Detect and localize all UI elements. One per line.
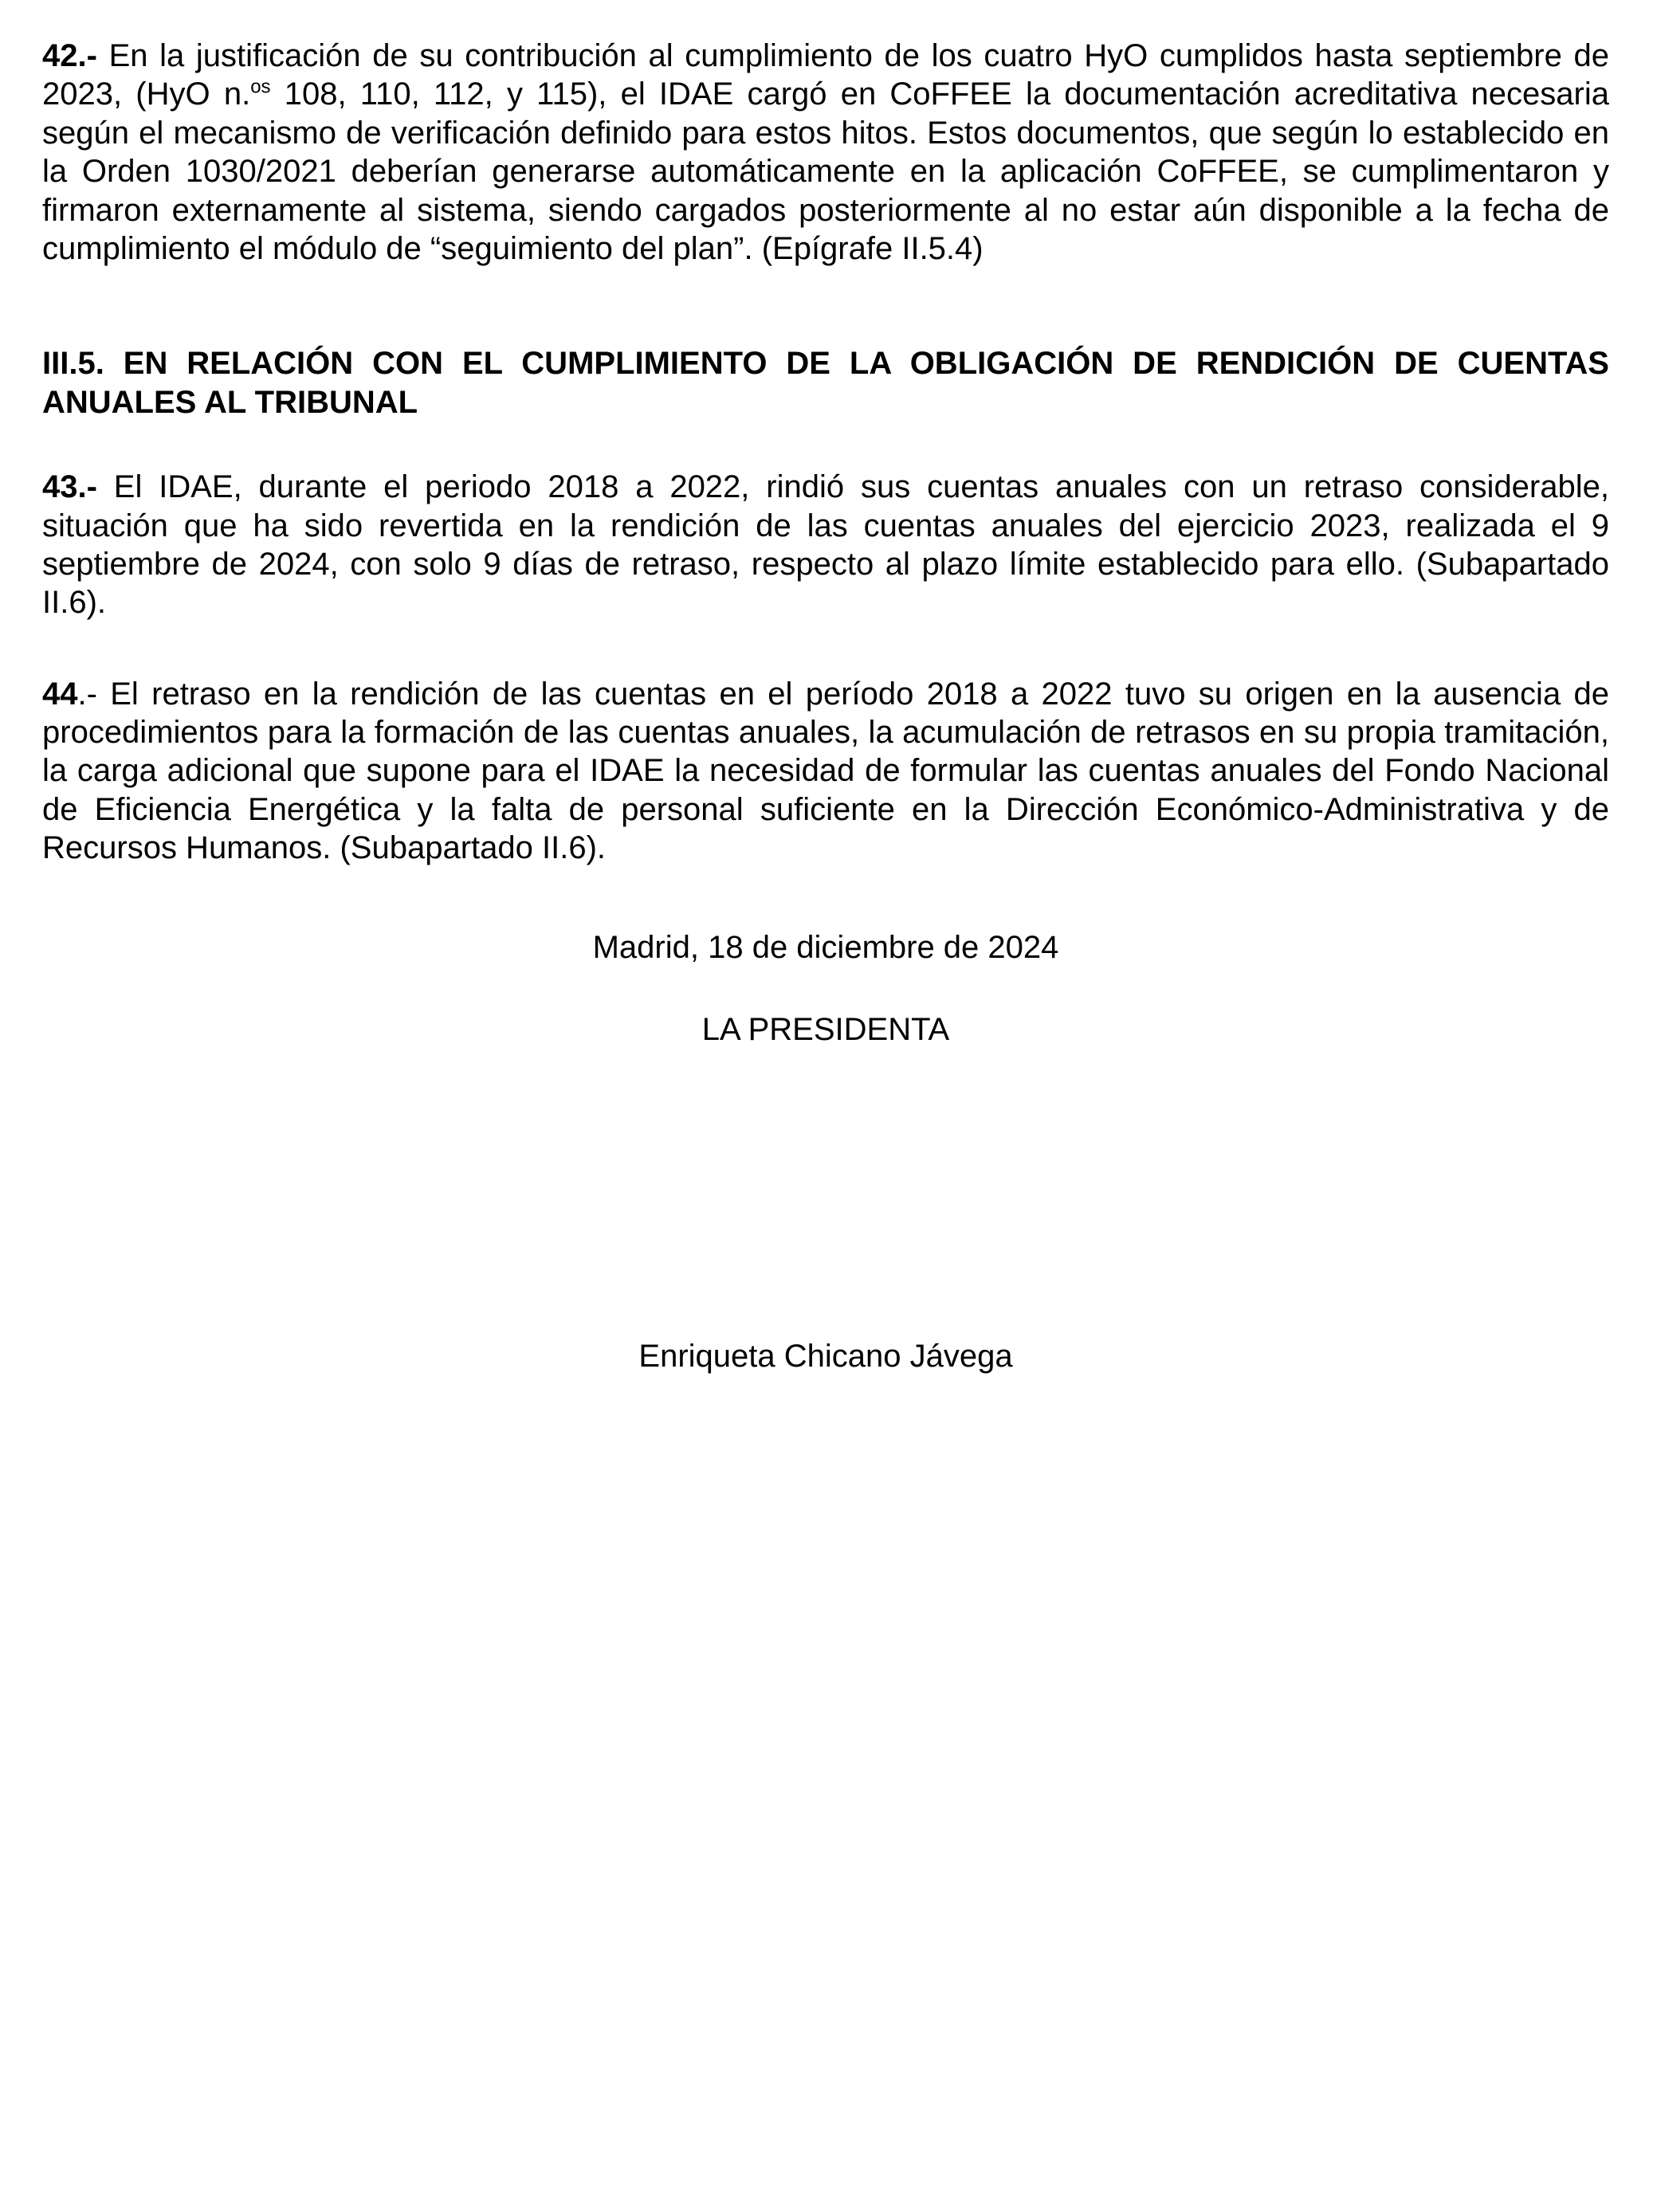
paragraph-43-number: 43.- <box>42 469 97 505</box>
paragraph-43-text: El IDAE, durante el periodo 2018 a 2022, rindió sus cuentas anuales con un retraso considerable, situación que ha sido revertida en la rendición de las cuentas anuales del ejercicio 2023, realizada el 9 septiembre de 2024, con solo 9 días de retraso, respecto al plazo límite establecido para ello. (Subapartado II.6). <box>42 469 1609 621</box>
section-heading-text: EN RELACIÓN CON EL CUMPLIMIENTO DE LA OBLIGACIÓN DE RENDICIÓN DE CUENTAS ANUALES AL TRIBUNAL <box>42 346 1609 420</box>
paragraph-42-text-after-superscript: 108, 110, 112, y 115), el IDAE cargó en CoFFEE la documentación acreditativa necesaria según el mecanismo de verificación definido para estos hitos. Estos documentos, que según lo establecido en la Orden 1030/2021 deberían generarse automáticamente en la aplicación CoFFEE, se cumplimentaron y firmaron externamente al sistema, siendo cargados posteriormente al no estar aún disponible a la fecha de cumplimiento el módulo de “seguimiento del plan”. (Epígrafe II.5.4) <box>42 76 1609 266</box>
paragraph-44-text: .- El retraso en la rendición de las cuentas en el período 2018 a 2022 tuvo su origen en la ausencia de procedimientos para la formación de las cuentas anuales, la acumulación de retrasos en su propia tramitación, la carga adicional que supone para el IDAE la necesidad de formular las cuentas anuales del Fondo Nacional de Eficiencia Energética y la falta de personal suficiente en la Dirección Económico-Administrativa y de Recursos Humanos. (Subapartado II.6). <box>42 676 1609 866</box>
paragraph-42-superscript: os <box>250 76 271 99</box>
paragraph-42-text-before-superscript: En la justificación de su contribución al cumplimiento de los cuatro HyO cumplidos hasta septiembre de 2023, (HyO n. <box>42 38 1609 112</box>
paragraph-43 <box>42 468 1609 622</box>
signature-role: LA PRESIDENTA <box>701 1012 950 1048</box>
signature-name: Enriqueta Chicano Jávega <box>638 1339 1013 1375</box>
section-heading-number: III.5. <box>42 346 104 382</box>
dateline: Madrid, 18 de diciembre de 2024 <box>592 929 1059 965</box>
paragraph-44 <box>42 675 1609 868</box>
section-heading-iii5 <box>42 344 1609 422</box>
paragraph-42-number: 42.- <box>42 38 97 73</box>
paragraph-42 <box>42 37 1609 268</box>
paragraph-44-number: 44 <box>42 676 78 712</box>
